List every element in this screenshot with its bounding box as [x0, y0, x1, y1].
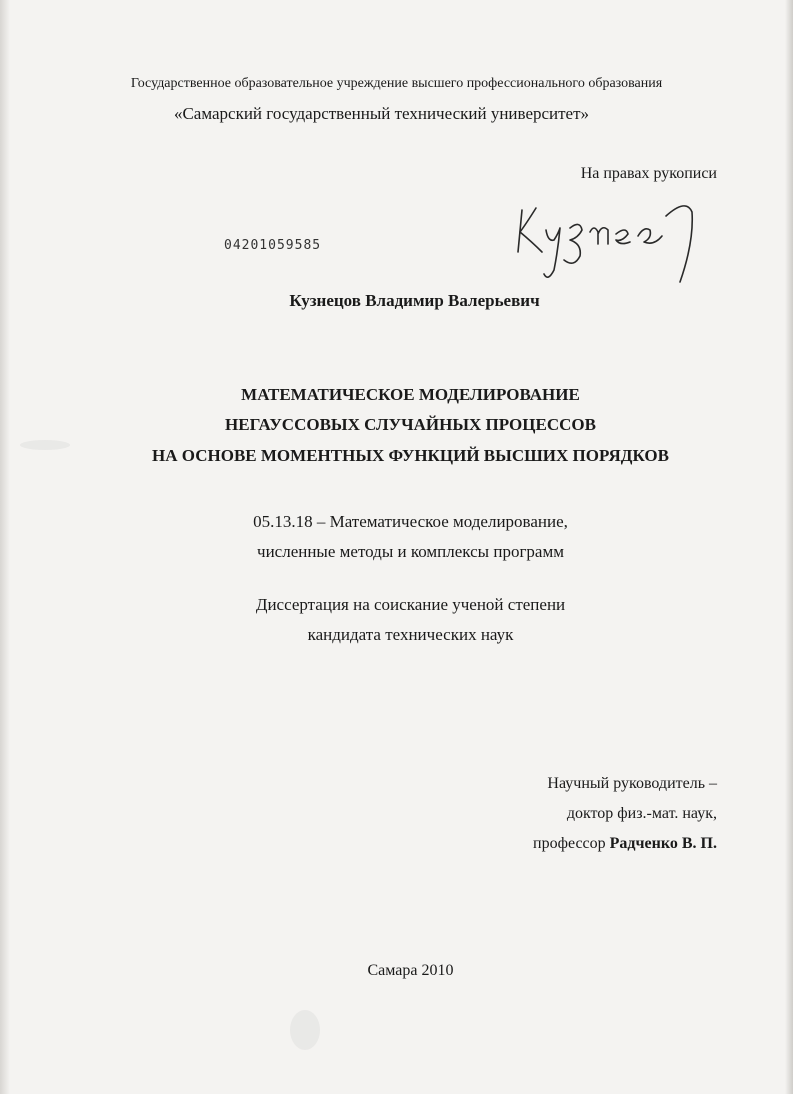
handwritten-signature [508, 190, 708, 285]
supervisor-title: профессор [533, 835, 606, 852]
degree-line-2: кандидата технических наук [307, 625, 514, 644]
manuscript-rights-label: На правах рукописи [580, 165, 717, 182]
specialty-line-1: 05.13.18 – Математическое моделирование, [253, 512, 568, 531]
supervisor-line-3 [533, 835, 717, 853]
supervisor-line-2: доктор физ.-мат. наук, [566, 805, 717, 822]
supervisor-line-1: Научный руководитель – [547, 775, 717, 792]
degree-line-1: Диссертация на соискание ученой степени [255, 595, 566, 614]
scan-edge-left [0, 0, 10, 1094]
dissertation-title-line-2: НЕГАУССОВЫХ СЛУЧАЙНЫХ ПРОЦЕССОВ [225, 415, 596, 434]
author-name: Кузнецов Владимир Валерьевич [289, 291, 540, 310]
city-year: Самара 2010 [367, 962, 454, 979]
dissertation-title-line-1: МАТЕМАТИЧЕСКОЕ МОДЕЛИРОВАНИЕ [241, 385, 580, 404]
dissertation-title-line-3: НА ОСНОВЕ МОМЕНТНЫХ ФУНКЦИЙ ВЫСШИХ ПОРЯДКОВ [152, 446, 669, 465]
specialty-line-2: численные методы и комплексы программ [257, 542, 564, 561]
institution-line-2: «Самарский государственный технический университет» [173, 104, 590, 123]
scan-smudge [290, 1010, 320, 1050]
supervisor-name: Радченко В. П. [609, 835, 717, 852]
registration-code: 04201059585 [224, 238, 322, 253]
institution-line-1: Государственное образовательное учреждение высшего профессионального образования [130, 76, 663, 91]
